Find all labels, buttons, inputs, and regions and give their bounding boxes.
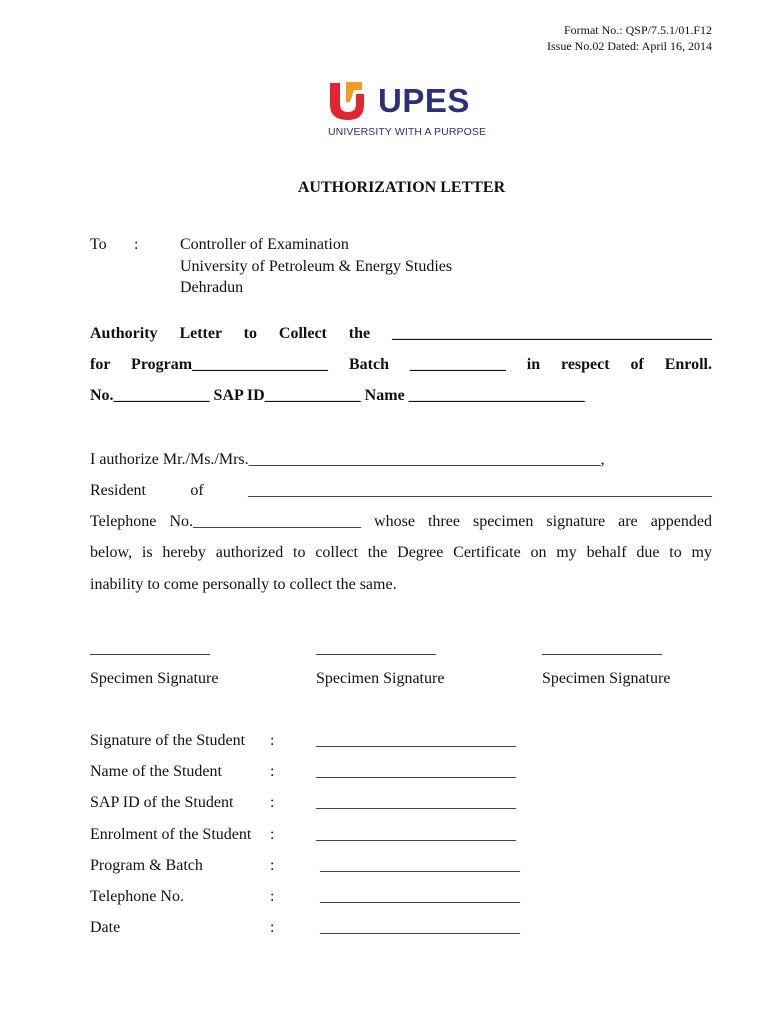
field-blank-signature: _________________________ [316,732,516,749]
upes-logo [328,80,488,142]
field-colon: : [270,888,275,905]
to-label: To [90,236,107,253]
field-blank-name: _________________________ [316,763,516,780]
specimen-signature-label-2: Specimen Signature [316,670,445,687]
authority-line-2: for Program_________________ Batch ____________ in respect of Enroll. [90,356,712,373]
field-colon: : [270,919,275,936]
address-line-1: Controller of Examination [180,236,349,253]
field-colon: : [270,826,275,843]
specimen-signature-blank-1: _______________ [90,640,210,657]
authorize-line-5: inability to come personally to collect the same. [90,576,397,593]
issue-number: Issue No.02 Dated: April 16, 2014 [547,39,712,53]
authority-line-3: No.____________ SAP ID____________ Name ______________________ [90,387,585,404]
to-colon: : [134,236,139,253]
specimen-signature-blank-3: _______________ [542,640,662,657]
specimen-signature-label-1: Specimen Signature [90,670,219,687]
field-label-sap-id: SAP ID of the Student [90,794,234,811]
field-blank-sap-id: _________________________ [316,794,516,811]
field-label-telephone: Telephone No. [90,888,184,905]
field-colon: : [270,857,275,874]
field-label-date: Date [90,919,121,936]
field-colon: : [270,732,275,749]
field-colon: : [270,794,275,811]
field-label-enrolment: Enrolment of the Student [90,826,252,843]
address-line-3: Dehradun [180,279,244,296]
field-blank-date: _________________________ [320,919,520,936]
authorize-line-1: I authorize Mr./Ms./Mrs.____________________________________________, [90,451,605,468]
authorize-line-4: below, is hereby authorized to collect the Degree Certificate on my behalf due to my [90,544,712,561]
field-blank-enrolment: _________________________ [316,826,516,843]
logo-wordmark: UPES [378,82,470,119]
address-line-2: University of Petroleum & Energy Studies [180,258,453,275]
field-label-program-batch: Program & Batch [90,857,203,874]
field-label-signature: Signature of the Student [90,732,246,749]
field-blank-program-batch: _________________________ [320,857,520,874]
document-title: AUTHORIZATION LETTER [297,179,506,196]
authorize-line-2: Resident of __________________________________________________________ [90,482,712,499]
authority-line-1: Authority Letter to Collect the ________________________________________ [90,325,712,342]
field-label-name: Name of the Student [90,763,222,780]
field-blank-telephone: _________________________ [320,888,520,905]
authorize-line-3: Telephone No._____________________ whose three specimen signature are appended [90,513,712,530]
field-colon: : [270,763,275,780]
specimen-signature-label-3: Specimen Signature [542,670,671,687]
upes-shield-icon [328,80,368,122]
specimen-signature-blank-2: _______________ [316,640,436,657]
format-number: Format No.: QSP/7.5.1/01.F12 [563,23,712,37]
logo-tagline: UNIVERSITY WITH A PURPOSE [328,126,487,138]
